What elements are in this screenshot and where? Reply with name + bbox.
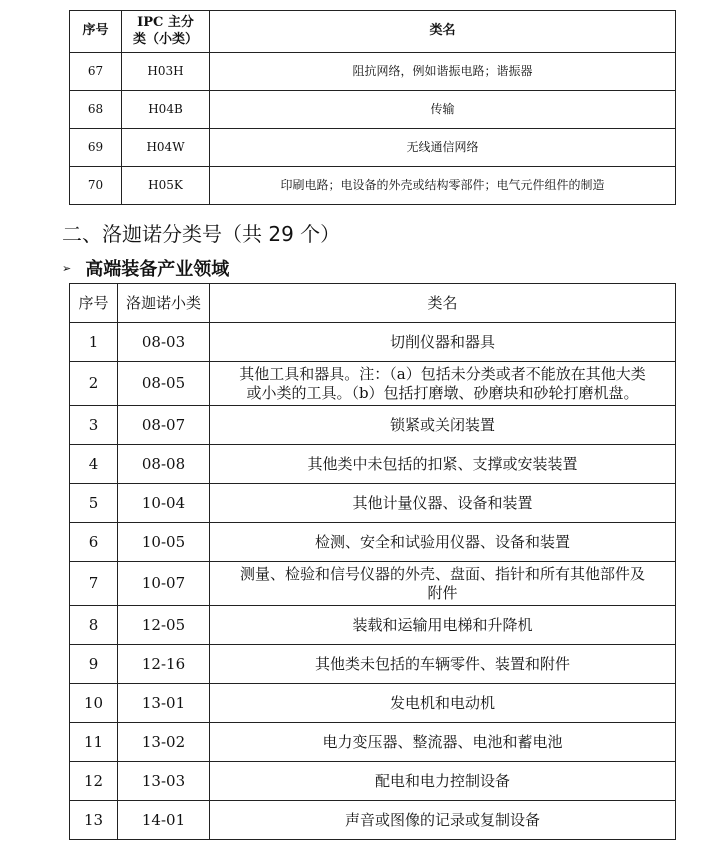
- header-class-name: 类名: [210, 284, 676, 323]
- table-row: [70, 167, 676, 205]
- row-index: 1: [70, 323, 118, 362]
- table-row: [70, 362, 676, 406]
- row-name: 检测、安全和试验用仪器、设备和装置: [210, 523, 676, 562]
- row-code: 10-04: [118, 484, 210, 523]
- row-name: [210, 562, 676, 606]
- row-code: 10-05: [118, 523, 210, 562]
- table-row: [70, 762, 676, 801]
- row-code: 12-16: [118, 645, 210, 684]
- row-index: 70: [70, 167, 122, 205]
- header-class-name: 类名: [210, 11, 676, 53]
- row-index: 67: [70, 53, 122, 91]
- table-row: [70, 129, 676, 167]
- row-code: 08-08: [118, 445, 210, 484]
- row-name: 无线通信网络: [210, 129, 676, 167]
- row-index: 7: [70, 562, 118, 606]
- row-code: H03H: [122, 53, 210, 91]
- row-name: 传输: [210, 91, 676, 129]
- row-code: 14-01: [118, 801, 210, 840]
- row-name: 阻抗网络，例如谐振电路；谐振器: [210, 53, 676, 91]
- row-index: 13: [70, 801, 118, 840]
- table-row: [70, 445, 676, 484]
- table-header-row: [70, 284, 676, 323]
- ipc-class-table: [69, 10, 676, 205]
- table-row: [70, 406, 676, 445]
- row-name: 声音或图像的记录或复制设备: [210, 801, 676, 840]
- header-index: 序号: [70, 284, 118, 323]
- row-index: 2: [70, 362, 118, 406]
- row-code: H04B: [122, 91, 210, 129]
- row-index: 12: [70, 762, 118, 801]
- row-name-line1: 其他工具和器具。注：（a）包括未分类或者不能放在其他大类: [239, 364, 646, 383]
- row-index: 6: [70, 523, 118, 562]
- row-code: H04W: [122, 129, 210, 167]
- row-name: 锁紧或关闭装置: [210, 406, 676, 445]
- row-index: 8: [70, 606, 118, 645]
- row-code: 08-07: [118, 406, 210, 445]
- row-name: 发电机和电动机: [210, 684, 676, 723]
- table-row: [70, 684, 676, 723]
- subheading-text: 高端装备产业领域: [85, 259, 230, 280]
- row-name-line1: 测量、检验和信号仪器的外壳、盘面、指针和所有其他部件及: [239, 564, 645, 583]
- table-row: [70, 801, 676, 840]
- row-code: 08-03: [118, 323, 210, 362]
- table-row: [70, 645, 676, 684]
- table-row: [70, 723, 676, 762]
- header-locarno-class: 洛迦诺小类: [118, 284, 210, 323]
- row-index: 5: [70, 484, 118, 523]
- subheading: [62, 255, 229, 281]
- row-index: 69: [70, 129, 122, 167]
- row-name: 印刷电路；电设备的外壳或结构零部件；电气元件组件的制造: [210, 167, 676, 205]
- table-row: [70, 53, 676, 91]
- row-name: [210, 362, 676, 406]
- row-index: 68: [70, 91, 122, 129]
- row-name: 其他计量仪器、设备和装置: [210, 484, 676, 523]
- row-index: 11: [70, 723, 118, 762]
- table-row: [70, 562, 676, 606]
- header-ipc-class: [122, 11, 210, 53]
- row-index: 10: [70, 684, 118, 723]
- row-code: 13-01: [118, 684, 210, 723]
- row-code: H05K: [122, 167, 210, 205]
- section-heading: 二、洛迦诺分类号（共 29 个）: [62, 222, 341, 246]
- row-code: 13-03: [118, 762, 210, 801]
- row-name: 其他类未包括的车辆零件、装置和附件: [210, 645, 676, 684]
- table-row: [70, 606, 676, 645]
- row-index: 3: [70, 406, 118, 445]
- table-row: [70, 523, 676, 562]
- row-code: 13-02: [118, 723, 210, 762]
- header-ipc-line1: IPC 主分: [137, 15, 194, 31]
- arrow-bullet-icon: ➢: [62, 261, 72, 275]
- row-name: 其他类中未包括的扣紧、支撑或安装装置: [210, 445, 676, 484]
- table-row: [70, 91, 676, 129]
- table-row: [70, 323, 676, 362]
- row-name: 电力变压器、整流器、电池和蓄电池: [210, 723, 676, 762]
- table-row: [70, 484, 676, 523]
- row-index: 4: [70, 445, 118, 484]
- table-header-row: [70, 11, 676, 53]
- row-code: 10-07: [118, 562, 210, 606]
- row-name: 配电和电力控制设备: [210, 762, 676, 801]
- row-name: 装载和运输用电梯和升降机: [210, 606, 676, 645]
- row-code: 08-05: [118, 362, 210, 406]
- row-index: 9: [70, 645, 118, 684]
- row-name-line2: 附件: [427, 583, 458, 602]
- row-name-line2: 或小类的工具。（b）包括打磨墩、砂磨块和砂轮打磨机盘。: [246, 383, 639, 402]
- header-index: 序号: [70, 11, 122, 53]
- row-name: 切削仪器和器具: [210, 323, 676, 362]
- header-ipc-line2: 类（小类）: [132, 31, 198, 47]
- row-code: 12-05: [118, 606, 210, 645]
- locarno-class-table: [69, 283, 676, 840]
